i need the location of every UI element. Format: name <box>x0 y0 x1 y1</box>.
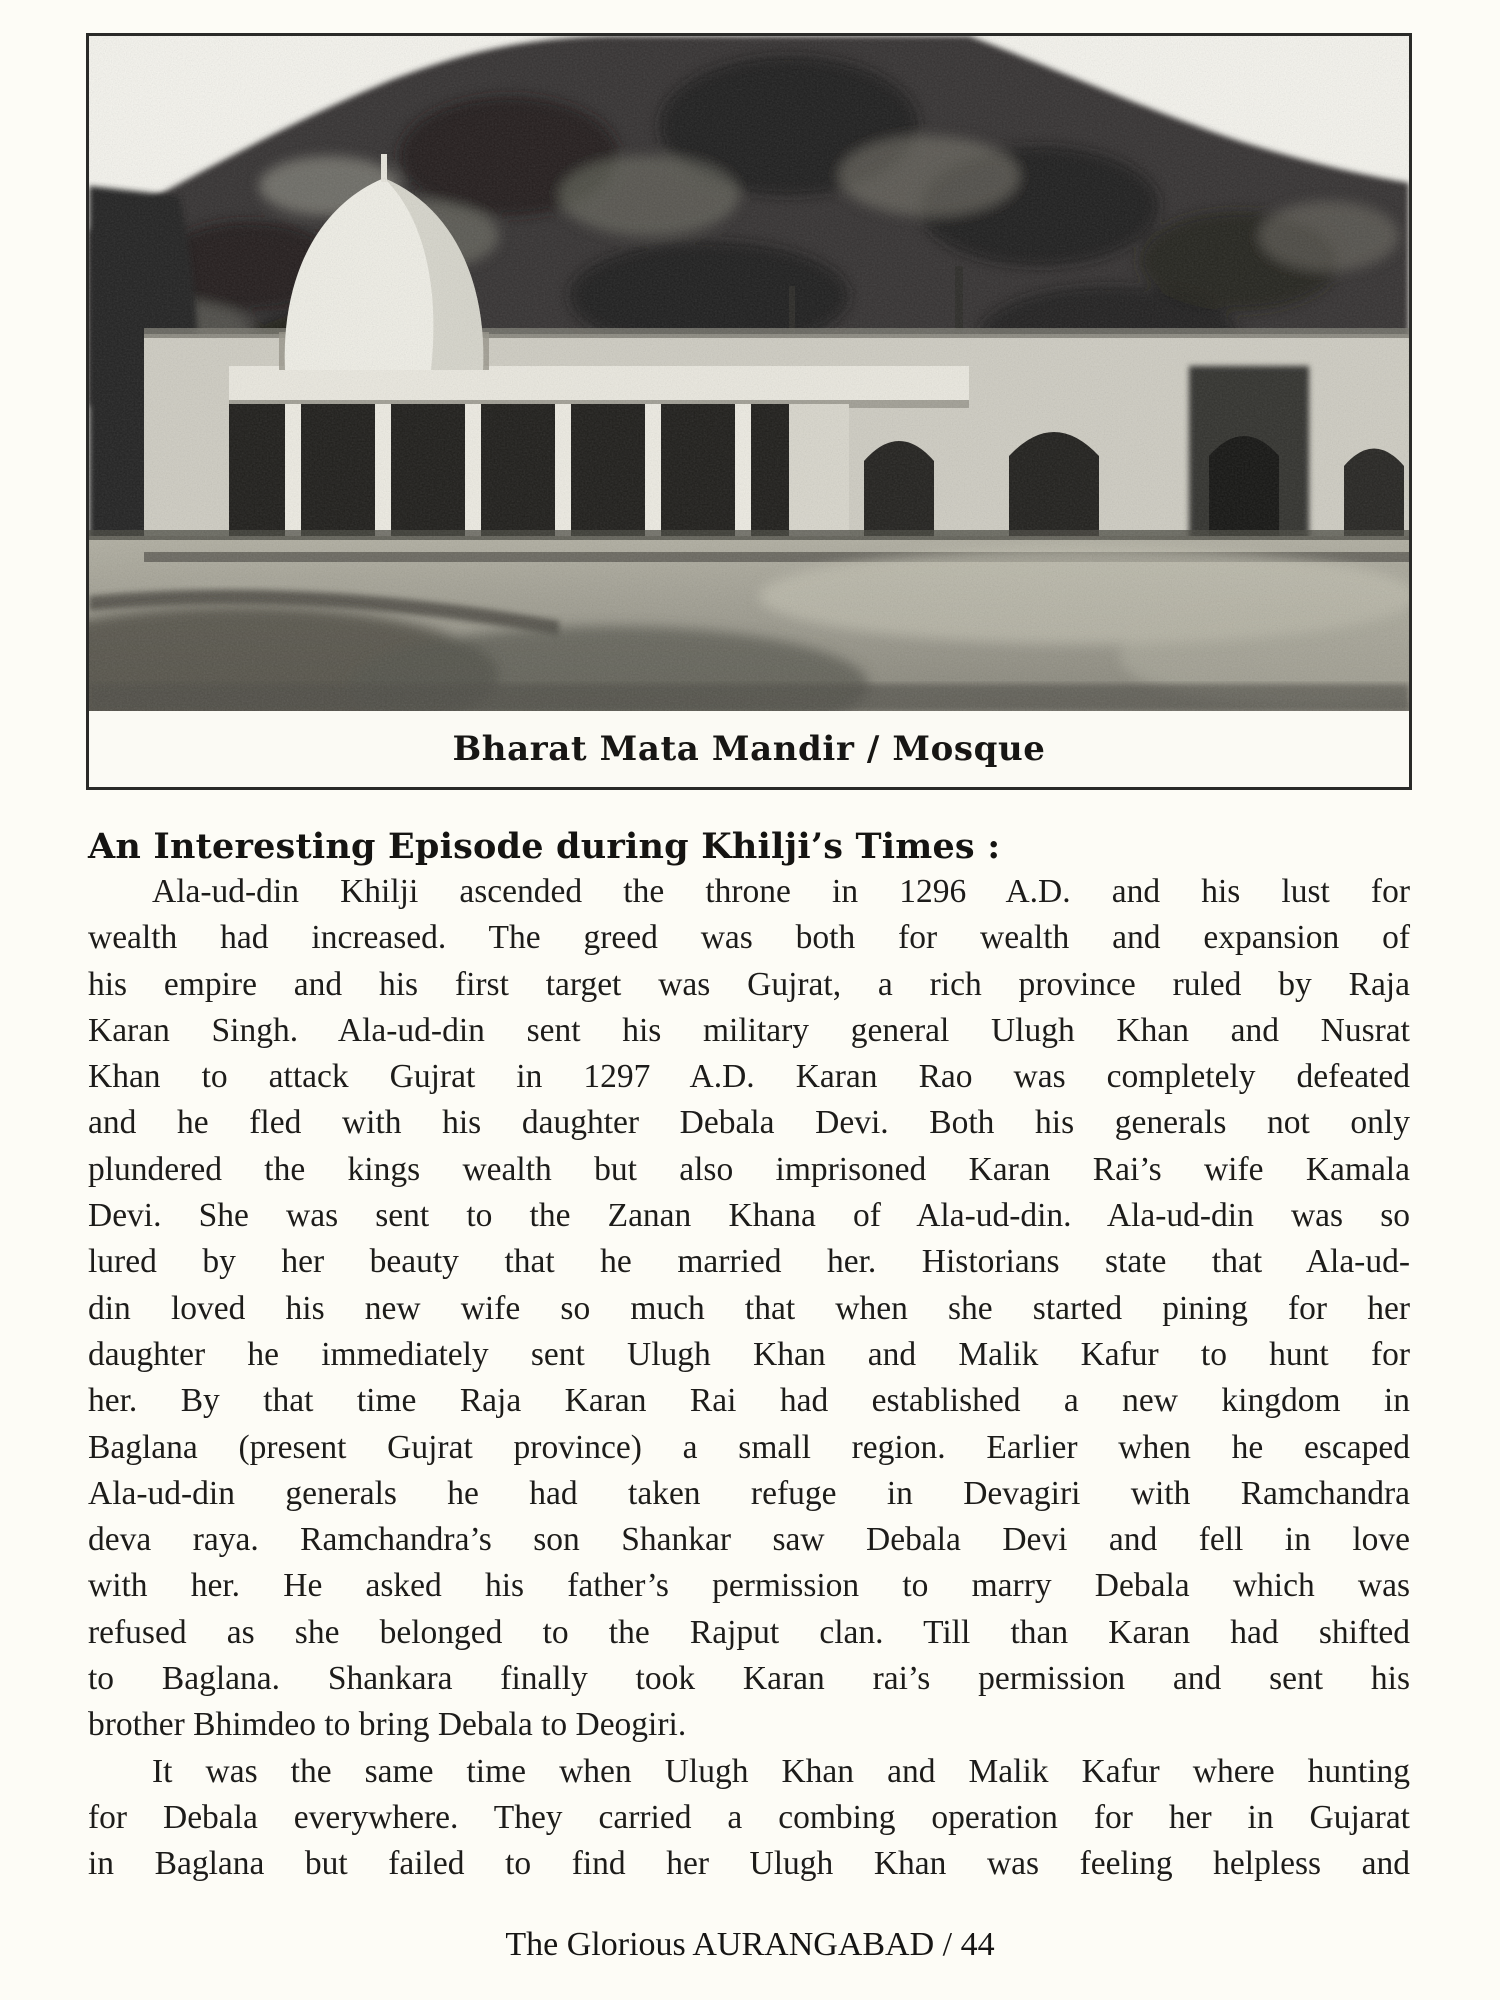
text-line: daughter he immediately sent Ulugh Khan and Malik Kafur to hunt for <box>88 1335 1410 1373</box>
text-line: Ala-ud-din Khilji ascended the throne in 1296 A.D. and his lust for <box>152 873 1410 910</box>
text-line: his empire and his first target was Gujrat, a rich province ruled by Raja <box>88 965 1410 1003</box>
text-line: Baglana (present Gujrat province) a small region. Earlier when he escaped <box>88 1428 1410 1466</box>
photo-caption <box>89 711 1409 787</box>
text-line: Karan Singh. Ala-ud-din sent his military general Ulugh Khan and Nusrat <box>88 1011 1410 1049</box>
text-line: deva raya. Ramchandra’s son Shankar saw Debala Devi and fell in love <box>88 1521 1410 1559</box>
text-line: in Baglana but failed to find her Ulugh Khan was feeling helpless and <box>88 1845 1410 1883</box>
text-line: plundered the kings wealth but also imprisoned Karan Rai’s wife Kamala <box>88 1150 1410 1188</box>
text-line: lured by her beauty that he married her. Historians state that Ala-ud- <box>88 1243 1410 1281</box>
text-line: for Debala everywhere. They carried a combing operation for her in Gujarat <box>88 1798 1410 1836</box>
text-line: Devi. She was sent to the Zanan Khana of Ala-ud-din. Ala-ud-din was so <box>88 1197 1410 1235</box>
text-line: her. By that time Raja Karan Rai had established a new kingdom in <box>88 1382 1410 1420</box>
text-line: Khan to attack Gujrat in 1297 A.D. Karan Rao was completely defeated <box>88 1058 1410 1096</box>
text-line: Ala-ud-din generals he had taken refuge in Devagiri with Ramchandra <box>88 1474 1410 1512</box>
text-line: brother Bhimdeo to bring Debala to Deogiri. <box>88 1706 687 1744</box>
text-line: It was the same time when Ulugh Khan and Malik Kafur where hunting <box>152 1752 1410 1790</box>
text-line: refused as she belonged to the Rajput clan. Till than Karan had shifted <box>88 1613 1410 1651</box>
text-line: din loved his new wife so much that when she started pining for her <box>88 1289 1410 1327</box>
text-line: to Baglana. Shankara finally took Karan rai’s permission and sent his <box>88 1660 1410 1698</box>
mosque-photo <box>89 36 1409 711</box>
article-heading: An Interesting Episode during Khilji’s Times : <box>88 826 1001 867</box>
article-body <box>88 869 1410 1888</box>
figure-frame <box>86 33 1412 790</box>
page-footer: The Glorious AURANGABAD / 44 <box>505 1926 995 1963</box>
photo-caption-text: Bharat Mata Mandir / Mosque <box>452 729 1046 769</box>
text-line: and he fled with his daughter Debala Devi. Both his generals not only <box>88 1104 1410 1142</box>
text-line: wealth had increased. The greed was both for wealth and expansion of <box>88 919 1410 957</box>
text-line: with her. He asked his father’s permission to marry Debala which was <box>88 1567 1410 1605</box>
